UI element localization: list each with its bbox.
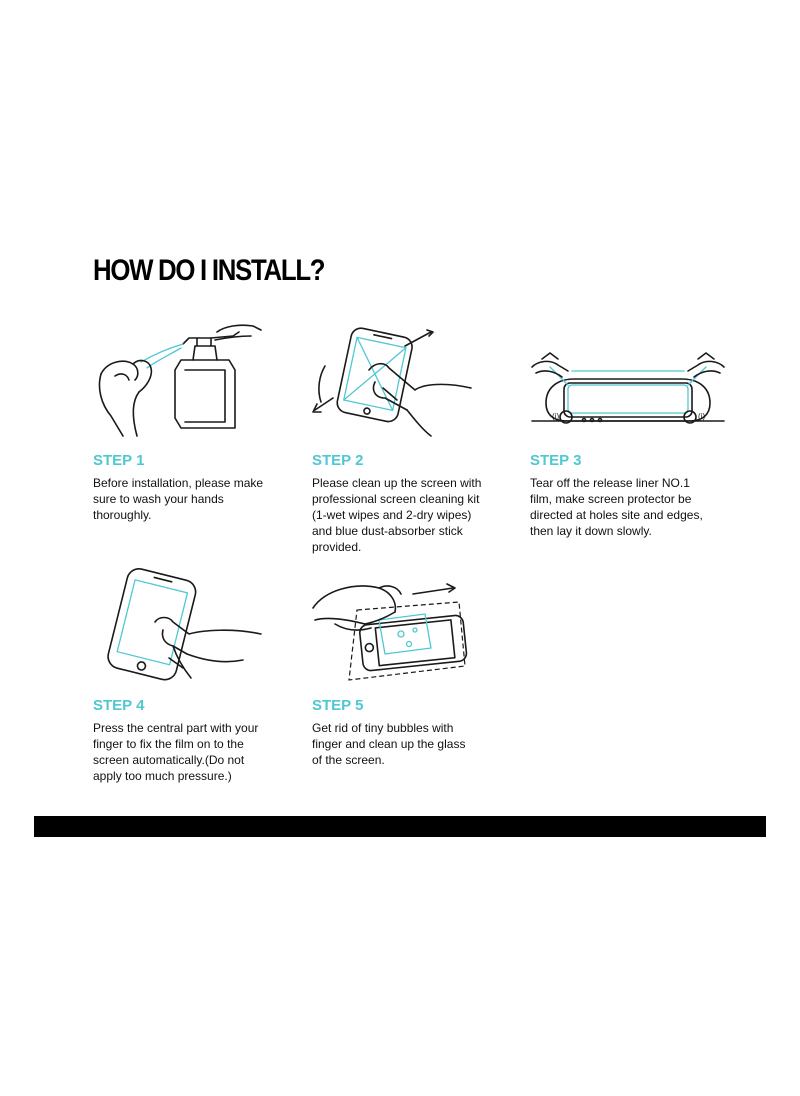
- step-1-description: Before installation, please make sure to wash your hands thoroughly.: [93, 476, 264, 522]
- step-4-label: STEP 4: [93, 697, 145, 714]
- hand-wash-icon: [93, 318, 293, 438]
- press-center-icon: [93, 568, 293, 688]
- phone-cleaning-icon: [305, 318, 505, 438]
- step-1-label: STEP 1: [93, 452, 145, 469]
- step-2-label: STEP 2: [312, 452, 364, 469]
- footer-bar: [34, 816, 766, 837]
- step-5-description: Get rid of tiny bubbles with finger and clean up the glass of the screen.: [312, 721, 466, 767]
- step-4-description: Press the central part with your finger to fix the film on to the screen automatically.(Do not apply too much pressure.): [93, 721, 259, 783]
- step-3-description: Tear off the release liner NO.1 film, make screen protector be directed at holes site and edges, then lay it down slowly.: [530, 476, 703, 538]
- remove-bubbles-icon: [305, 568, 505, 688]
- svg-text:(i): (i): [552, 412, 560, 421]
- page-title: HOW DO I INSTALL?: [93, 254, 325, 287]
- svg-text:(i): (i): [698, 412, 706, 421]
- step-3-label: STEP 3: [530, 452, 582, 469]
- step-2-description: Please clean up the screen with professional screen cleaning kit (1-wet wipes and 2-dry wipes) and blue dust-absorber stick provided.: [312, 476, 482, 554]
- align-protector-icon: [528, 330, 728, 450]
- step-5-label: STEP 5: [312, 697, 364, 714]
